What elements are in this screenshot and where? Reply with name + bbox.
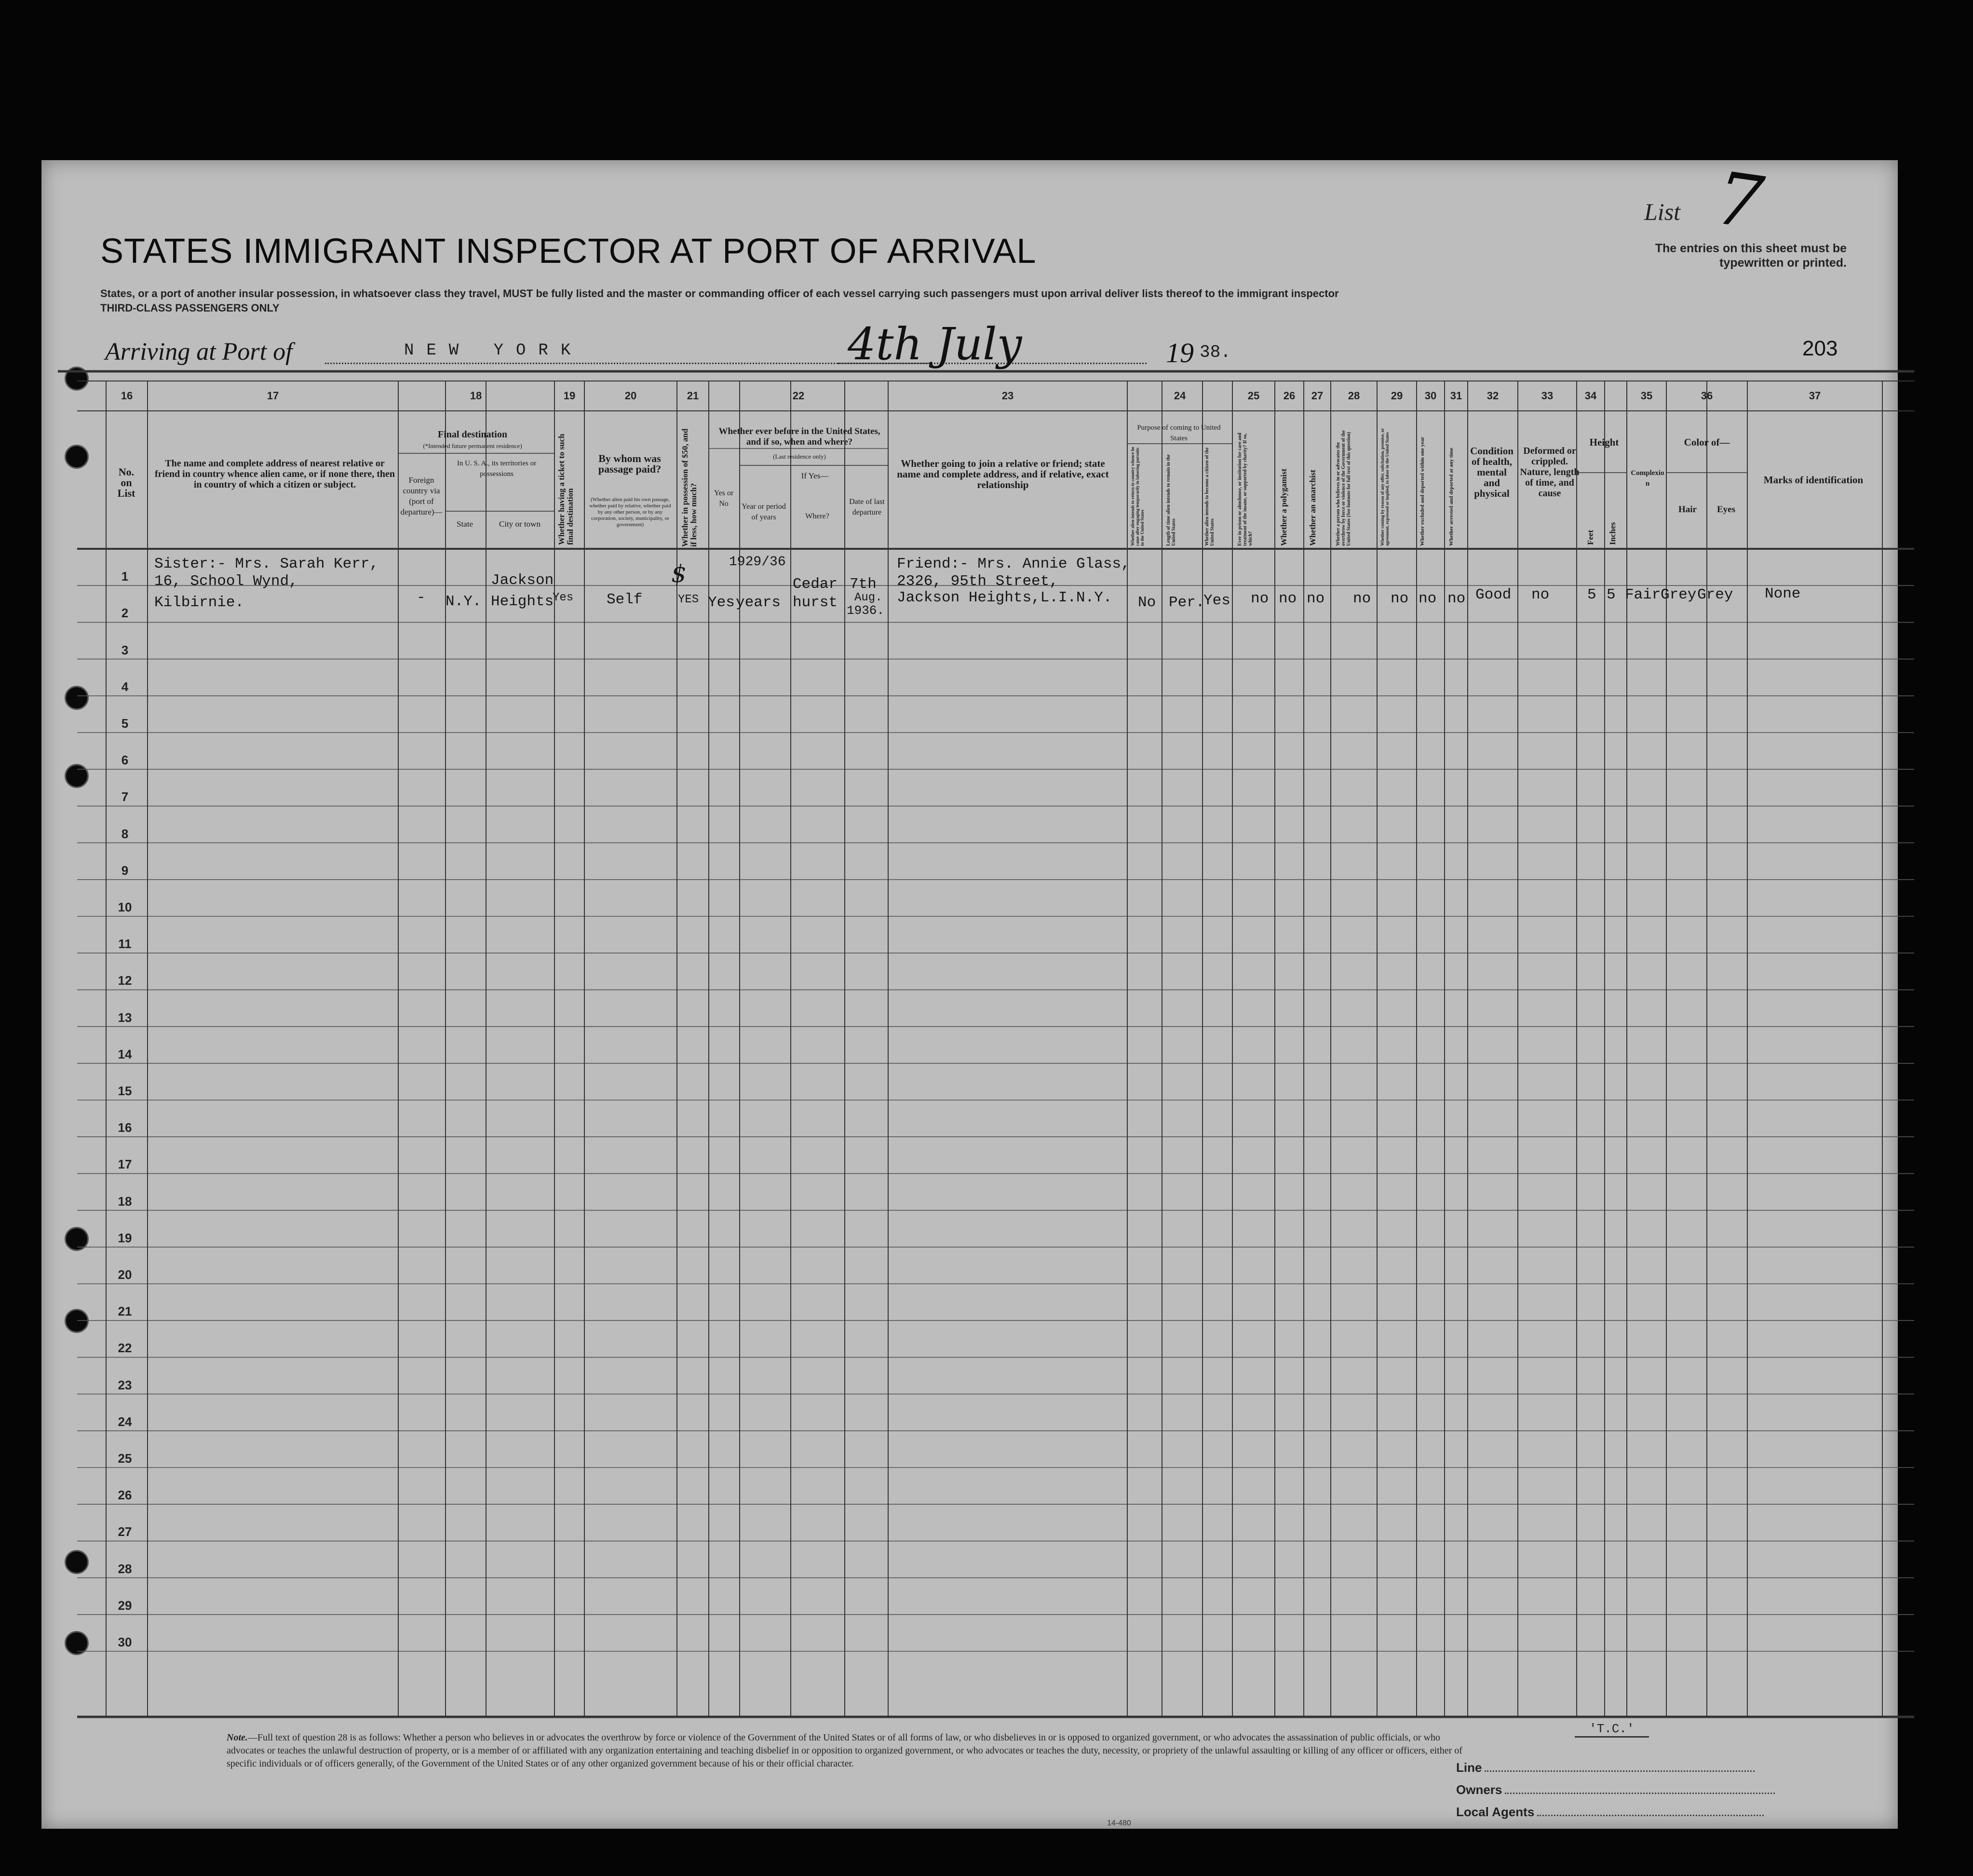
relative-line: 16, School Wynd, (154, 573, 298, 590)
row-number: 2 (121, 606, 129, 621)
join-line: 2326, 95th Street, (897, 573, 1058, 590)
owners-dots (1505, 1793, 1775, 1794)
row-number: 29 (118, 1598, 132, 1613)
destination-state: N.Y. (446, 593, 482, 610)
footnote (227, 1731, 1480, 1770)
row-number: 17 (118, 1157, 132, 1172)
where-before: Cedar (793, 576, 838, 593)
column-number: 29 (1391, 390, 1403, 402)
column-number: 19 (563, 390, 576, 402)
page-number: 203 (1802, 337, 1838, 360)
header-labor-offer: Whether coming by reason of any offer, solicitation, promise, or agreement, expressed or implied, to labor in the United States (1380, 428, 1390, 546)
departure-date: Aug. (854, 591, 882, 604)
hair-value: Grey (1661, 586, 1697, 603)
row-number: 7 (121, 789, 129, 804)
header-date-last-departure: Date of last departure (849, 498, 885, 517)
money-value: YES (678, 593, 699, 606)
row-number: 15 (118, 1084, 132, 1098)
row-number: 19 (118, 1230, 132, 1245)
header-yes-or-no: Yes or No (714, 489, 734, 508)
port-name: NEW YORK (404, 341, 583, 360)
column-number: 35 (1640, 390, 1653, 402)
row-number: 4 (121, 679, 129, 694)
row-number: 12 (118, 973, 132, 988)
row-number: 5 (121, 716, 129, 731)
column-number: 33 (1541, 390, 1554, 402)
header-foreign-country: Foreign country via (port of departure)— (400, 476, 443, 517)
header-overthrow: Whether a person who believes in or advocates the overthrow by force or violence of the Government of the United States (See footnote for full text of this question) (1336, 430, 1351, 546)
header-passage-paid-note: (Whether alien paid his own passage, whether paid by relative, whether paid by any other person, or by any corporation, society, municipality, or government) (589, 497, 671, 528)
join-line: Friend:- Mrs. Annie Glass, (897, 556, 1130, 572)
column-number: 23 (1001, 390, 1014, 402)
row-number: 8 (121, 826, 129, 841)
column-number: 25 (1247, 390, 1260, 402)
row-number: 22 (118, 1341, 132, 1356)
header-health: Condition of health, mental and physical (1470, 445, 1514, 499)
header-passage-paid: By whom was passage paid? (598, 452, 662, 475)
header-polygamist: Whether a polygamist (1279, 468, 1288, 546)
deported-value: no (1447, 590, 1466, 607)
header-color-of: Color of— (1684, 436, 1730, 448)
labor-offer-value: no (1391, 590, 1409, 607)
column-number: 17 (267, 390, 279, 402)
header-if-yes: If Yes— (801, 471, 829, 480)
header-state: State (457, 519, 473, 529)
year-suffix: 38. (1200, 342, 1231, 362)
complexion-value: Fair (1625, 586, 1661, 603)
row-number: 10 (118, 900, 132, 914)
anarchist-value: no (1307, 590, 1325, 607)
row-number: 23 (118, 1377, 132, 1392)
line-dots (1485, 1770, 1755, 1772)
agents-label: Local Agents (1456, 1805, 1535, 1819)
column-number: 37 (1809, 390, 1821, 402)
header-return-country: Whether alien intends to return to country whence he came after engaging temporarily in laboring pursuits in the United States (1130, 447, 1145, 546)
destination-city: Heights (491, 593, 554, 610)
owners-label: Owners (1456, 1782, 1502, 1797)
foreign-via: - (417, 589, 426, 606)
relative-line: Kilbirnie. (154, 594, 244, 611)
column-number: 21 (687, 390, 699, 402)
column-number: 32 (1487, 390, 1499, 402)
agents-dots (1537, 1815, 1764, 1816)
height-feet: 5 (1587, 586, 1596, 603)
where-before: hurst (793, 594, 838, 611)
row-number: 28 (118, 1561, 132, 1576)
subtitle-line: States, or a port of another insular possession, in whatsoever class they travel, MUST be fully listed and the master or commanding officer of each vessel carrying such passengers must upon arrival deliver lists thereof to the immigrant inspector (100, 287, 1339, 299)
row-number: 1 (121, 569, 129, 584)
header-deported: Whether arrested and deported at any time (1448, 448, 1454, 546)
header-ever-before-us: Whether ever before in the United States, and if so, when and where? (718, 426, 880, 447)
excluded-value: no (1419, 590, 1437, 607)
deformed-value: no (1531, 586, 1550, 603)
eyes-value: Grey (1697, 586, 1733, 603)
period-handwritten: 1929/36 (729, 555, 786, 570)
column-number: 22 (792, 390, 805, 402)
citizen-value: Yes (1203, 592, 1230, 609)
year-prefix: 19 (1166, 337, 1194, 368)
row-number: 11 (118, 937, 132, 952)
before-yes-no: Yes (708, 594, 735, 611)
header-prison: Ever in prison or almshouse, or institution for care and treatment of the insane, or supported by charity? If so, which? (1237, 433, 1253, 546)
row-number: 14 (118, 1047, 132, 1061)
column-number: 30 (1424, 390, 1437, 402)
height-inches: 5 (1607, 586, 1616, 603)
row-number: 9 (121, 863, 129, 878)
arrival-date: 4th July (848, 318, 1022, 370)
row-number: 13 (118, 1010, 132, 1025)
column-number: 16 (121, 390, 133, 402)
header-final-destination-note: (*Intended future permanent residence) (423, 442, 522, 449)
subtitle-line: THIRD-CLASS PASSENGERS ONLY (100, 302, 280, 314)
arriving-label: Arriving at Port of (105, 338, 293, 366)
period-of-years: years (736, 594, 781, 611)
header-period: Year or period of years (742, 503, 786, 521)
overthrow-value: no (1353, 590, 1371, 607)
column-number: 27 (1311, 390, 1324, 402)
header-become-citizen: Whether alien intends to become a citizen of the United States (1204, 447, 1215, 546)
column-number: 36 (1701, 390, 1713, 402)
header-deformed: Deformed or crippled. Nature, length of time, and cause (1520, 446, 1580, 499)
header-hair: Hair (1678, 504, 1697, 515)
row-number: 20 (118, 1267, 132, 1282)
ticket-value: Yes (553, 591, 574, 604)
header-eyes: Eyes (1717, 504, 1735, 515)
row-number: 27 (118, 1524, 132, 1539)
row-number: 26 (118, 1488, 132, 1503)
health-value: Good (1475, 586, 1512, 603)
polygamist-value: no (1279, 590, 1297, 607)
departure-date: 1936. (847, 603, 885, 618)
header-ticket: Whether having a ticket to such final destination (557, 434, 575, 545)
column-number: 34 (1584, 390, 1597, 402)
header-inches: Inches (1608, 522, 1617, 545)
length-stay-value: Per. (1169, 594, 1205, 611)
header-city: City or town (499, 519, 541, 529)
row-number: 24 (118, 1414, 132, 1429)
row-number: 6 (121, 753, 129, 768)
money-mark: $ (671, 560, 687, 588)
tc-stamp: 'T.C.' (1575, 1722, 1649, 1738)
header-in-usa: In U. S. A., its territories or possessions (457, 460, 537, 478)
column-number: 24 (1174, 390, 1186, 402)
list-number: 7 (1711, 156, 1769, 246)
row-number: 16 (118, 1120, 132, 1135)
join-line: Jackson Heights,L.I.N.Y. (897, 589, 1112, 606)
header-complexion: Complexion (1631, 469, 1664, 488)
prison-value: no (1251, 590, 1269, 607)
header-height: Height (1589, 436, 1619, 448)
column-number: 20 (624, 390, 637, 402)
header-purpose: Purpose of coming to United States (1137, 424, 1221, 442)
departure-date: 7th (850, 576, 877, 593)
footer-line (1456, 1760, 1755, 1775)
column-number: 18 (470, 390, 482, 402)
row-number: 30 (118, 1635, 132, 1649)
header-anarchist: Whether an anarchist (1308, 469, 1317, 546)
header-length-stay: Length of time alien intends to remain in the United States (1166, 454, 1176, 546)
header-join-relative: Whether going to join a relative or friend; state name and complete address, and if relative, exact relationship (897, 458, 1109, 490)
footer-owners (1456, 1782, 1775, 1797)
header-no-on-list: No. on List (117, 466, 135, 499)
row-number: 18 (118, 1194, 132, 1209)
column-number: 31 (1450, 390, 1462, 402)
header-last-residence: (Last residence only) (773, 453, 826, 460)
note-label: Note. (227, 1732, 248, 1743)
line-label: Line (1456, 1760, 1482, 1775)
row-number: 25 (118, 1451, 132, 1466)
header-nearest-relative: The name and complete address of nearest relative or friend in country whence alien came, or if none there, then in country of which a citizen or subject. (154, 458, 395, 490)
header-fifty-dollars: Whether in possession of $50, and if less, how much? (680, 428, 698, 547)
paid-by: Self (607, 591, 643, 608)
row-number: 3 (121, 642, 129, 657)
header-feet: Feet (1586, 530, 1595, 545)
header-final-destination: Final destination (438, 429, 507, 440)
list-label: List (1644, 198, 1681, 225)
relative-line: Sister:- Mrs. Sarah Kerr, (154, 556, 379, 572)
return-country-value: No (1138, 594, 1156, 611)
marks-value: None (1765, 585, 1801, 602)
header-marks: Marks of identification (1763, 474, 1864, 486)
footer-agents (1456, 1805, 1764, 1820)
header-excluded: Whether excluded and deported within one year (1419, 436, 1425, 546)
entries-note: The entries on this sheet must be typewritten or printed. (1655, 242, 1847, 270)
form-code: 14-480 (1107, 1819, 1131, 1827)
column-number: 28 (1348, 390, 1360, 402)
column-number: 26 (1283, 390, 1296, 402)
row-number: 21 (118, 1304, 132, 1319)
destination-city: Jackson (491, 572, 554, 589)
header-where: Where? (805, 512, 829, 520)
page-title: STATES IMMIGRANT INSPECTOR AT PORT OF ARRIVAL (100, 232, 1037, 271)
note-text: —Full text of question 28 is as follows: Whether a person who believes in or advocates the overthrow by force or violence of the Government of the United States or of all forms of law, or who disbelieves in or is opposed to organized government, or who advocates the assassination of public officials, or who advocates or teaches the unlawful destruction of property, or is a member of or affiliated with any organization entertaining and teaching disbelief in or opposition to organized government, or who advocates or teaches the duty, necessity, or propriety of the unlawful assaulting or killing of any officer or officers, either of specific individuals or of officers generally, of the Government of the United States or of any other organized government because of his or their official character. (227, 1732, 1462, 1769)
